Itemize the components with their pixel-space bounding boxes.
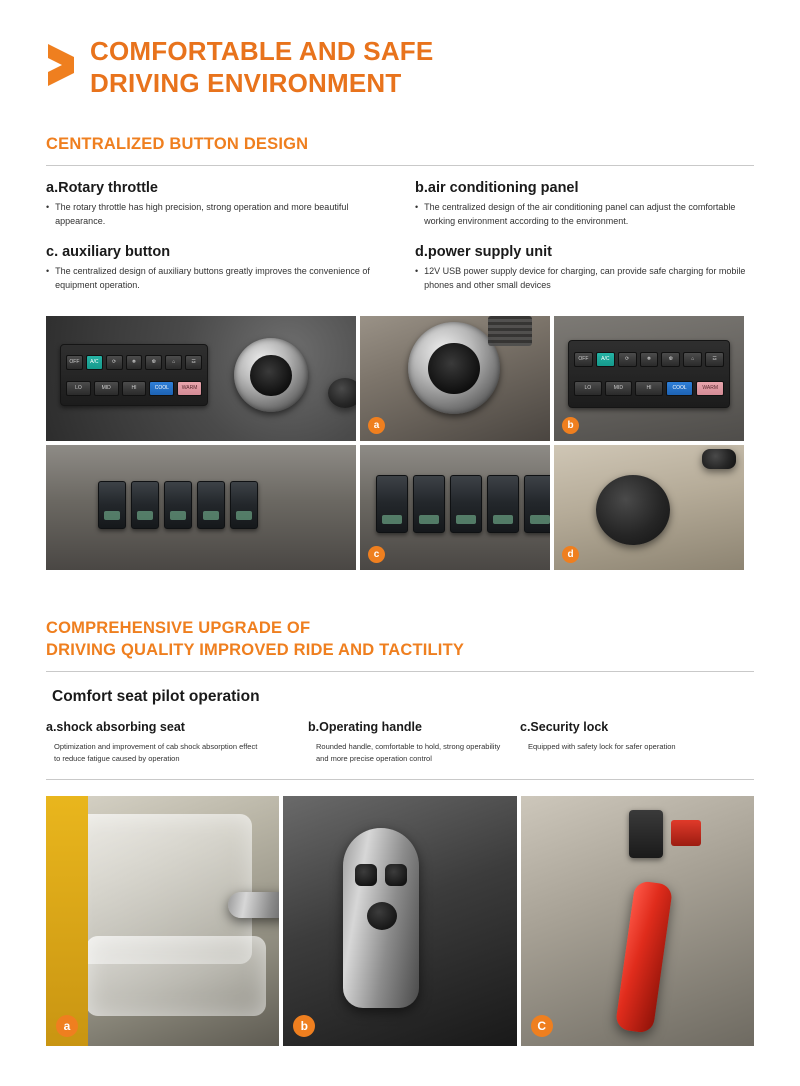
photo-badge-c: C xyxy=(531,1015,553,1037)
ac-panel-row-1 xyxy=(66,355,202,370)
photo-shock-absorbing-seat xyxy=(46,796,279,1046)
feature-d-bullet xyxy=(415,265,754,292)
ac-btn-vent-face[interactable]: ❅ xyxy=(126,355,143,370)
feature-b xyxy=(415,180,754,232)
photo-art xyxy=(46,445,356,570)
ac-panel-row-2 xyxy=(574,381,724,396)
page-title-line2: DRIVING ENVIRONMENT xyxy=(90,67,402,98)
ac-btn-recirc[interactable]: ⟳ xyxy=(618,352,637,367)
handle-button-right[interactable] xyxy=(385,864,407,886)
feature-b-title: b.air conditioning panel xyxy=(415,180,579,197)
photo-operating-handle xyxy=(283,796,516,1046)
feature-handle-body: Rounded handle, comfortable to hold, strong operability and more precise operation control xyxy=(316,742,501,763)
photo-art xyxy=(554,445,744,570)
feature-lock-body: Equipped with safety lock for safer operation xyxy=(528,742,676,752)
feature-seat-title: a.shock absorbing seat xyxy=(46,720,185,735)
vent-grille-icon xyxy=(488,316,532,346)
photo-auxiliary-buttons xyxy=(360,445,550,570)
rotary-throttle-knob[interactable] xyxy=(234,338,308,412)
photo-art xyxy=(554,316,744,441)
section2-heading-line1: COMPREHENSIVE UPGRADE OF xyxy=(46,619,311,638)
rocker-switch-row xyxy=(98,481,258,529)
ac-btn-mode[interactable]: ☲ xyxy=(185,355,202,370)
rocker-switch-4[interactable] xyxy=(197,481,225,529)
photo-rotary-throttle xyxy=(360,316,550,441)
photo-power-supply-unit xyxy=(554,445,744,570)
ac-btn-defrost[interactable]: ⌂ xyxy=(165,355,182,370)
ac-btn-cool[interactable]: COOL xyxy=(149,381,174,396)
rocker-switch-2[interactable] xyxy=(413,475,445,533)
section2-subheading: Comfort seat pilot operation xyxy=(52,688,260,706)
bullet-dot-icon: • xyxy=(46,266,50,277)
photo-art xyxy=(521,796,754,1046)
bullet-dot-icon: • xyxy=(415,202,419,213)
section2-photo-grid xyxy=(46,796,754,1046)
ac-panel-row-1 xyxy=(574,352,724,367)
rocker-switch-5[interactable] xyxy=(230,481,258,529)
photo-ac-panel xyxy=(554,316,744,441)
seatbelt-buckle xyxy=(629,810,663,858)
photo-art xyxy=(360,445,550,570)
ac-btn-vent-face[interactable]: ❅ xyxy=(640,352,659,367)
ac-btn-warm[interactable]: WARM xyxy=(177,381,202,396)
feature-d-title: d.power supply unit xyxy=(415,244,552,261)
page-title-line1: COMFORTABLE AND SAFE xyxy=(90,36,434,66)
feature-c-bullet xyxy=(46,265,391,292)
feature-seat-body: Optimization and improvement of cab shock absorption effect to reduce fatigue caused by operation xyxy=(54,742,258,763)
ac-btn-hi[interactable]: HI xyxy=(635,381,663,396)
rocker-switch-3[interactable] xyxy=(450,475,482,533)
rocker-switch-4[interactable] xyxy=(487,475,519,533)
ac-btn-vent-foot[interactable]: ❆ xyxy=(661,352,680,367)
ac-btn-mid[interactable]: MID xyxy=(605,381,633,396)
ac-btn-ac[interactable]: A/C xyxy=(86,355,103,370)
photo-dashboard-overview xyxy=(46,316,356,441)
feature-a-title: a.Rotary throttle xyxy=(46,180,158,197)
bullet-dot-icon: • xyxy=(415,266,419,277)
feature-seat xyxy=(46,720,296,764)
seat-armrest xyxy=(228,892,279,918)
ac-btn-lo[interactable]: LO xyxy=(574,381,602,396)
photo-art xyxy=(46,796,279,1046)
feature-b-body: The centralized design of the air conditioning panel can adjust the comfortable working environment according to the environment. xyxy=(424,202,736,226)
feature-c-title: c. auxiliary button xyxy=(46,244,171,261)
photo-art xyxy=(46,316,356,441)
ac-panel-row-2 xyxy=(66,381,202,396)
dash-cap xyxy=(328,378,356,408)
feature-a-body: The rotary throttle has high precision, strong operation and more beautiful appearance. xyxy=(55,202,349,226)
section1-photo-grid xyxy=(46,316,754,570)
rocker-switch-2[interactable] xyxy=(131,481,159,529)
section1-heading: CENTRALIZED BUTTON DESIGN xyxy=(46,134,309,153)
ac-btn-vent-foot[interactable]: ❆ xyxy=(145,355,162,370)
ac-btn-ac[interactable]: A/C xyxy=(596,352,615,367)
section2-feature-grid xyxy=(46,720,754,764)
cup-holder xyxy=(702,449,736,469)
photo-badge-a: a xyxy=(368,417,385,434)
cab-pillar xyxy=(46,796,88,1046)
feature-a-bullet xyxy=(46,201,391,228)
ac-btn-defrost[interactable]: ⌂ xyxy=(683,352,702,367)
security-lock-lever[interactable] xyxy=(614,880,673,1034)
ac-btn-cool[interactable]: COOL xyxy=(666,381,694,396)
divider xyxy=(46,779,754,780)
rocker-switch-1[interactable] xyxy=(376,475,408,533)
ac-btn-off[interactable]: OFF xyxy=(66,355,83,370)
section2-heading xyxy=(46,618,754,661)
ac-btn-lo[interactable]: LO xyxy=(66,381,91,396)
rocker-switch-1[interactable] xyxy=(98,481,126,529)
bullet-dot-icon: • xyxy=(46,202,50,213)
photo-auxiliary-switch-panel xyxy=(46,445,356,570)
rotary-throttle-knob[interactable] xyxy=(408,322,500,414)
photo-badge-d: d xyxy=(562,546,579,563)
section1-feature-grid xyxy=(46,180,754,296)
ac-btn-warm[interactable]: WARM xyxy=(696,381,724,396)
photo-art xyxy=(283,796,516,1046)
rocker-switch-3[interactable] xyxy=(164,481,192,529)
ac-btn-recirc[interactable]: ⟳ xyxy=(106,355,123,370)
ac-btn-mid[interactable]: MID xyxy=(94,381,119,396)
seatbelt-release[interactable] xyxy=(671,820,701,846)
feature-handle-title: b.Operating handle xyxy=(308,720,422,735)
ac-panel xyxy=(568,340,730,408)
ac-panel xyxy=(60,344,208,406)
handle-button-left[interactable] xyxy=(355,864,377,886)
main-header xyxy=(46,0,754,100)
section2-heading-line2: DRIVING QUALITY IMPROVED RIDE AND TACTILITY xyxy=(46,640,465,659)
photo-badge-b: b xyxy=(562,417,579,434)
feature-b-bullet xyxy=(415,201,754,228)
photo-security-lock xyxy=(521,796,754,1046)
photo-art xyxy=(360,316,550,441)
feature-c-body: The centralized design of auxiliary buttons greatly improves the convenience of equipment operation. xyxy=(55,266,370,290)
photo-badge-a: a xyxy=(56,1015,78,1037)
rocker-switch-row xyxy=(376,475,550,533)
ac-btn-off[interactable]: OFF xyxy=(574,352,593,367)
divider xyxy=(46,671,754,672)
feature-d-body: 12V USB power supply device for charging, can provide safe charging for mobile phones and other small devices xyxy=(424,266,746,290)
ac-btn-hi[interactable]: HI xyxy=(122,381,147,396)
rocker-switch-5[interactable] xyxy=(524,475,550,533)
feature-lock xyxy=(520,720,754,764)
handle-button-center[interactable] xyxy=(367,902,397,930)
joystick-handle[interactable] xyxy=(343,828,419,1008)
ac-btn-mode[interactable]: ☲ xyxy=(705,352,724,367)
photo-badge-b: b xyxy=(293,1015,315,1037)
seat-cushion xyxy=(86,936,266,1016)
photo-badge-c: c xyxy=(368,546,385,563)
feature-c xyxy=(46,232,391,296)
feature-d xyxy=(415,232,754,296)
divider xyxy=(46,165,754,166)
chevron-right-icon xyxy=(46,42,76,88)
feature-a xyxy=(46,180,391,232)
feature-lock-title: c.Security lock xyxy=(520,720,609,735)
page-title xyxy=(90,36,433,100)
feature-handle xyxy=(308,720,508,764)
power-socket-cap[interactable] xyxy=(596,475,670,545)
